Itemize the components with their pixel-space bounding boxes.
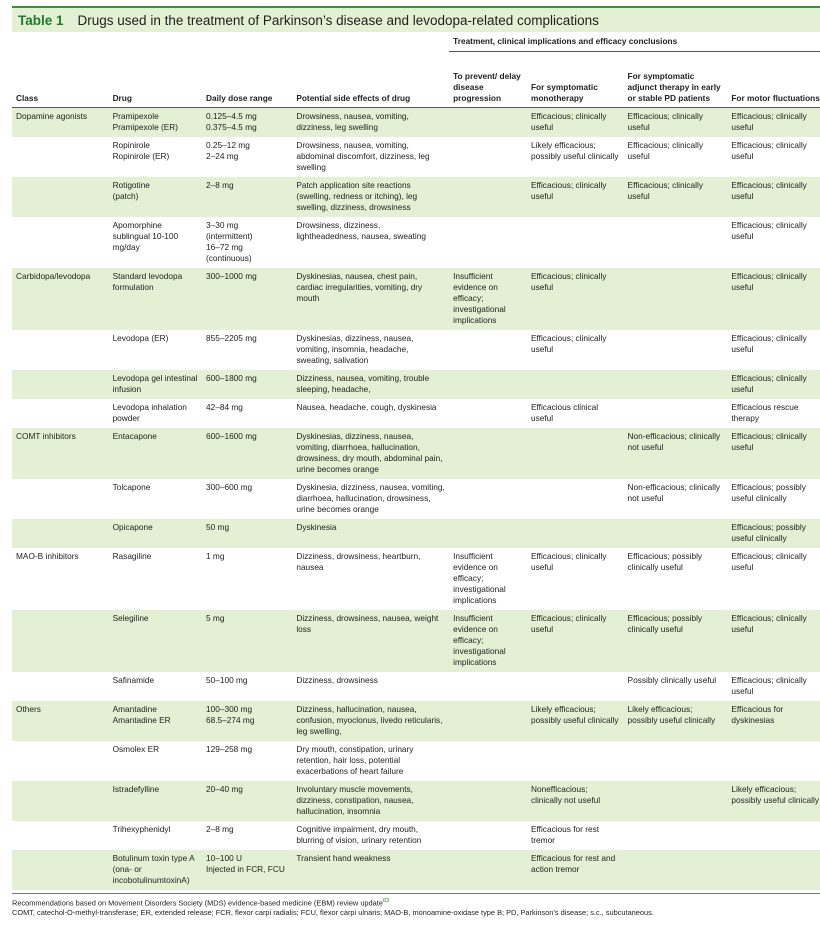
cell-class: [12, 519, 109, 548]
cell-monotherapy: [527, 217, 624, 268]
cell-motor: Efficacious; clinically useful: [727, 610, 820, 672]
table-row: [12, 177, 820, 217]
cell-monotherapy: Efficacious for rest and action tremor: [527, 850, 624, 890]
cell-motor: Efficacious; clinically useful: [731, 333, 807, 354]
cell-drug: Entacapone: [109, 428, 202, 479]
cell-adjunct: [624, 519, 728, 548]
cell-motor: Efficacious; clinically useful: [727, 108, 820, 138]
cell-side-effects: Dizziness, hallucination, nausea, confusion, myoclonus, livedo reticularis, leg swelling,: [292, 701, 449, 741]
cell-prevent: Insufficient evidence on efficacy; investigational implications: [453, 551, 506, 605]
col-header-side-effects: Potential side effects of drug: [292, 52, 449, 108]
cell-prevent: [449, 217, 527, 268]
table-row: [12, 701, 820, 741]
cell-prevent: [449, 428, 527, 479]
cell-dose: 5 mg: [202, 610, 292, 672]
cell-prevent: [449, 370, 527, 399]
col-header-motor: For motor fluctuations: [727, 52, 820, 108]
cell-adjunct: [624, 821, 728, 850]
cell-side-effects: Dizziness, drowsiness, nausea, weight loss: [292, 610, 449, 672]
cell-prevent: Insufficient evidence on efficacy; investigational implications: [449, 610, 527, 672]
cell-drug: Trihexyphenidyl: [112, 824, 171, 834]
cell-drug: Rotigotine (patch): [109, 177, 202, 217]
cell-drug: Levodopa (ER): [112, 333, 169, 343]
cell-class: [12, 370, 109, 399]
cell-monotherapy: Efficacious clinical useful: [530, 402, 599, 423]
cell-motor: [727, 850, 820, 890]
cell-class: [12, 177, 109, 217]
cell-class: [12, 137, 109, 177]
cell-class: Dopamine agonists: [12, 108, 109, 138]
cell-prevent: [449, 108, 527, 138]
cell-dose: 10–100 U Injected in FCR, FCU: [202, 850, 292, 890]
cell-class: [12, 850, 109, 890]
cell-class: [12, 672, 109, 701]
cell-adjunct: Likely efficacious; possibly useful clinically: [624, 701, 728, 741]
cell-motor: Efficacious rescue therapy: [731, 402, 799, 423]
cell-dose: 0.25–12 mg 2–24 mg: [206, 140, 250, 161]
table-row: [12, 217, 820, 268]
cell-prevent: [449, 479, 527, 519]
cell-drug: Istradefylline: [109, 781, 202, 821]
cell-monotherapy: [527, 519, 624, 548]
cell-motor: Efficacious; possibly useful clinically: [731, 482, 806, 503]
cell-prevent: [449, 781, 527, 821]
cell-prevent: [449, 399, 527, 428]
cell-side-effects: Dyskinesia: [292, 519, 449, 548]
cell-motor: Efficacious for dyskinesias: [727, 701, 820, 741]
footnote-source: [12, 896, 820, 908]
drug-table: [12, 32, 820, 890]
cell-prevent: Insufficient evidence on efficacy; investigational implications: [449, 268, 527, 330]
cell-prevent: [449, 519, 527, 548]
cell-dose: 50–100 mg: [206, 675, 248, 685]
footnote-abbreviations: COMT, catechol-O-methyl-transferase; ER, extended release; FCR, flexor carpi radialis; FCU, flexor carpi ulnaris; MAO-B, monoamine-oxidase type B; PD, Parkinson’s disease; s.c., subcutaneous.: [12, 908, 654, 918]
cell-side-effects: Dyskinesias, nausea, chest pain, cardiac irregularities, vomiting, dry mouth: [292, 268, 449, 330]
cell-side-effects: Dyskinesia, dizziness, nausea, vomiting, diarrhoea, hallucination, drowsiness, urine becomes orange: [296, 482, 445, 514]
cell-side-effects: Dry mouth, constipation, urinary retention, hair loss, potential exacerbations of heart failure: [296, 744, 414, 776]
cell-side-effects: Drowsiness, nausea, vomiting, dizziness, leg swelling: [292, 108, 449, 138]
cell-side-effects: Dizziness, drowsiness, heartburn, nausea: [296, 551, 421, 572]
cell-drug: Osmolex ER: [112, 744, 160, 754]
cell-class: [12, 217, 109, 268]
col-header-drug: Drug: [109, 52, 202, 108]
cell-side-effects: Cognitive impairment, dry mouth, blurring of vision, urinary retention: [296, 824, 422, 845]
cell-adjunct: [624, 330, 728, 370]
cell-dose: 300–1000 mg: [202, 268, 292, 330]
cell-motor: Efficacious; clinically useful: [727, 177, 820, 217]
cell-drug: Pramipexole Pramipexole (ER): [109, 108, 202, 138]
cell-prevent: [449, 850, 527, 890]
cell-monotherapy: Efficacious; clinically useful: [527, 610, 624, 672]
cell-side-effects: Drowsiness, nausea, vomiting, abdominal discomfort, dizziness, leg swelling: [296, 140, 430, 172]
cell-monotherapy: Likely efficacious; possibly useful clinically: [530, 140, 619, 161]
cell-dose: 2–8 mg: [202, 177, 292, 217]
cell-monotherapy: Efficacious; clinically useful: [530, 551, 607, 572]
cell-adjunct: [624, 741, 728, 781]
cell-drug: Levodopa gel intestinal infusion: [109, 370, 202, 399]
cell-adjunct: Efficacious; clinically useful: [624, 108, 728, 138]
col-header-adjunct: For symptomatic adjunct therapy in early or stable PD patients: [624, 52, 728, 108]
col-header-monotherapy: For symptomatic monotherapy: [527, 52, 624, 108]
table-row: [12, 428, 820, 479]
cell-dose: 129–258 mg: [206, 744, 253, 754]
cell-adjunct: Non-efficacious; clinically not useful: [624, 428, 728, 479]
table-footnotes: [12, 893, 820, 918]
cell-monotherapy: [527, 741, 624, 781]
cell-dose: 3–30 mg (intermittent) 16–72 mg (continuous): [206, 220, 253, 263]
table-row: [12, 370, 820, 399]
table-title-bar: [12, 6, 820, 32]
table-row: [12, 672, 820, 701]
cell-motor: Efficacious; clinically useful: [727, 268, 820, 330]
cell-dose: 600–1600 mg: [202, 428, 292, 479]
table-row: [12, 479, 820, 519]
cell-side-effects: Nausea, headache, cough, dyskinesia: [296, 402, 437, 412]
cell-prevent: [449, 672, 527, 701]
cell-side-effects: Transient hand weakness: [292, 850, 449, 890]
cell-prevent: [449, 701, 527, 741]
cell-motor: [727, 821, 820, 850]
cell-motor: Efficacious; possibly useful clinically: [727, 519, 820, 548]
cell-class: [12, 479, 109, 519]
cell-side-effects: Dizziness, nausea, vomiting, trouble sleeping, headache,: [292, 370, 449, 399]
table-number: Table 1: [18, 12, 64, 28]
cell-drug: Tolcapone: [112, 482, 151, 492]
cell-motor: Efficacious; clinically useful: [731, 220, 807, 241]
cell-monotherapy: Efficacious; clinically useful: [527, 108, 624, 138]
cell-side-effects: Patch application site reactions (swelling, redness or itching), leg swelling, dizziness, drowsiness: [292, 177, 449, 217]
cell-side-effects: Dizziness, drowsiness: [296, 675, 378, 685]
cell-adjunct: [624, 370, 728, 399]
cell-adjunct: [624, 781, 728, 821]
cell-dose: 300–600 mg: [206, 482, 253, 492]
cell-adjunct: Efficacious; clinically useful: [627, 140, 704, 161]
table-row: [12, 548, 820, 610]
table-row: [12, 519, 820, 548]
table-title: Drugs used in the treatment of Parkinson’s disease and levodopa-related complications: [77, 12, 599, 28]
cell-dose: 50 mg: [202, 519, 292, 548]
table-body: [12, 108, 820, 891]
cell-adjunct: [624, 850, 728, 890]
table-row: [12, 850, 820, 890]
cell-dose: 100–300 mg 68.5–274 mg: [202, 701, 292, 741]
cell-monotherapy: [527, 479, 624, 519]
cell-monotherapy: Efficacious for rest tremor: [530, 824, 600, 845]
table-row: [12, 108, 820, 138]
table-row: [12, 781, 820, 821]
cell-class: [12, 610, 109, 672]
cell-drug: Selegiline: [109, 610, 202, 672]
cell-monotherapy: Efficacious; clinically useful: [530, 333, 607, 354]
table-row: [12, 741, 820, 781]
cell-drug: Amantadine Amantadine ER: [109, 701, 202, 741]
cell-motor: Efficacious; clinically useful: [731, 140, 807, 161]
cell-dose: 1 mg: [206, 551, 225, 561]
table-row: [12, 137, 820, 177]
cell-dose: 600–1800 mg: [202, 370, 292, 399]
cell-monotherapy: [527, 428, 624, 479]
cell-class: Others: [12, 701, 109, 741]
cell-motor: Efficacious; clinically useful: [727, 428, 820, 479]
cell-class: [12, 821, 109, 850]
cell-drug: Safinamide: [112, 675, 155, 685]
cell-side-effects: Dyskinesias, dizziness, nausea, vomiting, diarrhoea, hallucination, drowsiness, dry mouth, abdominal pain, urine becomes orange: [292, 428, 449, 479]
cell-adjunct: [624, 217, 728, 268]
cell-motor: [727, 741, 820, 781]
cell-monotherapy: Efficacious; clinically useful: [527, 177, 624, 217]
cell-drug: Standard levodopa formulation: [109, 268, 202, 330]
cell-monotherapy: [527, 370, 624, 399]
cell-adjunct: Possibly clinically useful: [627, 675, 717, 685]
cell-class: Carbidopa/levodopa: [12, 268, 109, 330]
cell-adjunct: Efficacious; possibly clinically useful: [624, 610, 728, 672]
cell-side-effects: Involuntary muscle movements, dizziness, constipation, nausea, hallucination, insomnia: [292, 781, 449, 821]
cell-adjunct: [624, 399, 728, 428]
group-header-spacer: [12, 32, 449, 52]
cell-prevent: [449, 137, 527, 177]
cell-dose: 855–2205 mg: [206, 333, 257, 343]
cell-dose: 20–40 mg: [202, 781, 292, 821]
cell-monotherapy: Nonefficacious; clinically not useful: [527, 781, 624, 821]
cell-prevent: [449, 177, 527, 217]
cell-motor: Efficacious; clinically useful: [731, 675, 807, 696]
footnote-reference: 63: [382, 898, 390, 904]
cell-drug: Botulinum toxin type A (ona- or incobotulinumtoxinA): [109, 850, 202, 890]
cell-motor: Likely efficacious; possibly useful clinically: [727, 781, 820, 821]
cell-dose: 0.125–4.5 mg 0.375–4.5 mg: [202, 108, 292, 138]
cell-drug: Rasagiline: [112, 551, 152, 561]
cell-class: [12, 741, 109, 781]
cell-class: MAO-B inhibitors: [16, 551, 79, 561]
cell-class: [12, 781, 109, 821]
col-header-class: Class: [12, 52, 109, 108]
table-container: [12, 6, 820, 918]
cell-drug: Ropinirole Ropinirole (ER): [112, 140, 170, 161]
cell-monotherapy: Efficacious; clinically useful: [527, 268, 624, 330]
col-header-dose: Daily dose range: [202, 52, 292, 108]
footnote-source-text: Recommendations based on Movement Disorders Society (MDS) evidence-based medicine (EBM) review update: [12, 898, 383, 908]
cell-monotherapy: Likely efficacious; possibly useful clinically: [527, 701, 624, 741]
table-row: [12, 399, 820, 428]
cell-prevent: [449, 330, 527, 370]
cell-adjunct: Efficacious; possibly clinically useful: [627, 551, 703, 572]
cell-monotherapy: [527, 672, 624, 701]
table-row: [12, 330, 820, 370]
col-header-prevent: To prevent/ delay disease progression: [449, 52, 527, 108]
cell-adjunct: Efficacious; clinically useful: [624, 177, 728, 217]
cell-class: [12, 399, 109, 428]
cell-side-effects: Drowsiness, dizziness, lightheadedness, nausea, sweating: [296, 220, 426, 241]
cell-prevent: [449, 821, 527, 850]
cell-dose: 2–8 mg: [206, 824, 234, 834]
cell-motor: Efficacious; clinically useful: [731, 551, 807, 572]
cell-class: [12, 330, 109, 370]
cell-motor: Efficacious; clinically useful: [727, 370, 820, 399]
table-row: [12, 268, 820, 330]
cell-adjunct: Non-efficacious; clinically not useful: [627, 482, 721, 503]
cell-dose: 42–84 mg: [206, 402, 243, 412]
table-row: [12, 610, 820, 672]
cell-drug: Apomorphine sublingual 10-100 mg/day: [112, 220, 179, 252]
cell-side-effects: Dyskinesias, dizziness, nausea, vomiting, insomnia, headache, sweating, salivation: [296, 333, 414, 365]
cell-drug: Opicapone: [109, 519, 202, 548]
cell-prevent: [449, 741, 527, 781]
table-row: [12, 821, 820, 850]
cell-drug: Levodopa inhalation powder: [112, 402, 187, 423]
group-header: Treatment, clinical implications and efficacy conclusions: [449, 32, 820, 52]
cell-adjunct: [624, 268, 728, 330]
cell-class: COMT inhibitors: [12, 428, 109, 479]
